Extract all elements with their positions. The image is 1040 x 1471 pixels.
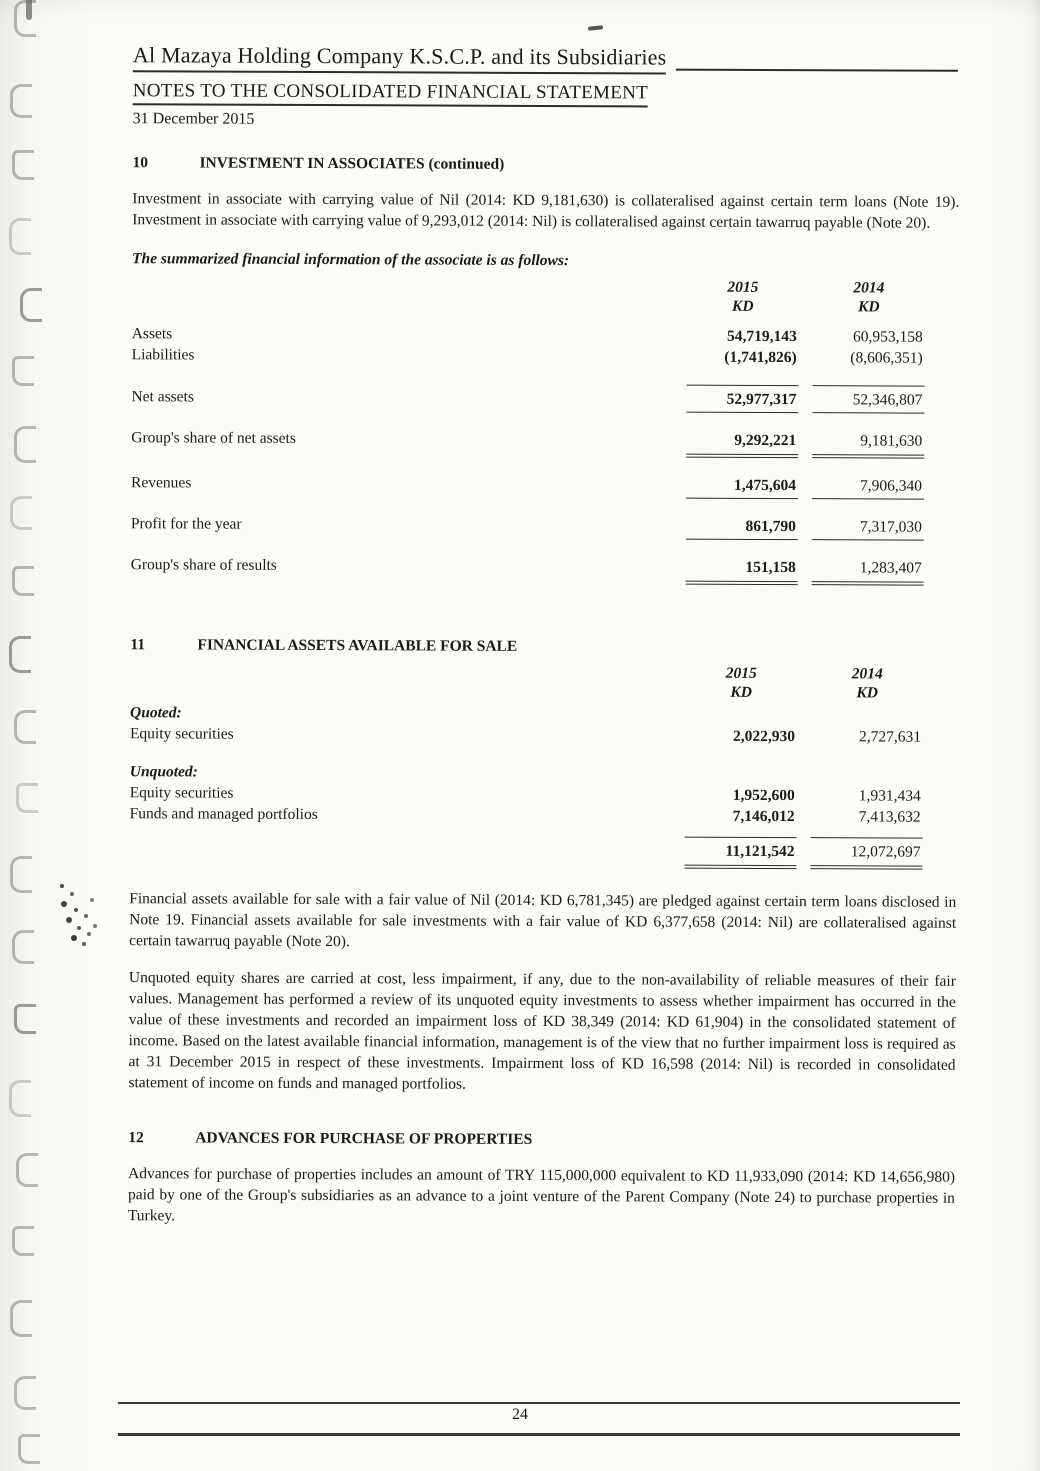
binder-mark <box>14 1376 36 1410</box>
note12-paragraph: Advances for purchase of properties includes an amount of TRY 115,000,000 equivalent to KD 11,933,090 (2014: KD 14,656,980) paid by one of the Group's subsidiaries as an advance to a joint venture of the Parent Company (Note 24) to purchase properties in Turkey. <box>127 1165 956 1225</box>
value-2014: 12,072,697 <box>810 837 922 869</box>
note10-table <box>131 275 959 586</box>
value-2014: 2,727,631 <box>858 728 922 746</box>
row-label: Group's share of results <box>130 556 277 574</box>
column-2015-unit: KD <box>732 297 754 315</box>
value-2015: 7,146,012 <box>732 807 795 826</box>
note12-title: ADVANCES FOR PURCHASE OF PROPERTIES <box>195 1129 533 1148</box>
row-label: Revenues <box>131 474 192 492</box>
row-label: Equity securities <box>129 784 234 802</box>
value-2015: 2,022,930 <box>732 727 796 746</box>
binder-mark <box>16 1153 38 1187</box>
note11-title: FINANCIAL ASSETS AVAILABLE FOR SALE <box>197 636 518 655</box>
value-2015: (1,741,826) <box>724 348 797 367</box>
company-name: Al Mazaya Holding Company K.S.C.P. and its Subsidiaries <box>133 42 667 74</box>
column-2014-unit: KD <box>856 684 878 702</box>
binder-mark <box>12 1226 34 1256</box>
note10-number: 10 <box>132 154 149 172</box>
table-row-revenues <box>131 472 958 500</box>
note10-table-intro: The summarized financial information of the associate is as follows: <box>132 250 570 270</box>
note10-title: INVESTMENT IN ASSOCIATES (continued) <box>199 154 505 173</box>
binder-mark <box>12 566 34 596</box>
value-2014: 7,317,030 <box>812 516 924 540</box>
binder-mark <box>12 150 34 180</box>
value-2015: 52,977,317 <box>686 385 798 413</box>
value-2014: 60,953,158 <box>852 328 923 346</box>
note10-column-headers <box>132 275 959 317</box>
note12-number: 12 <box>128 1129 144 1147</box>
table-row-quoted-equity <box>130 723 957 748</box>
table-row-funds-portfolios <box>130 803 957 828</box>
row-label-empty <box>129 853 684 855</box>
scan-artifact <box>26 0 32 20</box>
binder-mark <box>18 1434 40 1464</box>
note11-number: 11 <box>130 636 146 654</box>
page-content <box>128 42 960 1230</box>
table-row-profit <box>131 513 958 541</box>
note10-paragraph: Investment in associate with carrying value of Nil (2014: KD 9,181,630) is collateralised against certain term loans (Note 19). Investment in associate with carrying value of 9,293,012 (2014: Nil) is collateralised against certain tawarruq payable (Note 20). <box>132 190 960 232</box>
column-2014-label: 2014 <box>851 665 883 683</box>
value-2014: 7,906,340 <box>812 475 924 499</box>
document-title: NOTES TO THE CONSOLIDATED FINANCIAL STATEMENT <box>133 80 648 107</box>
value-2015: 11,121,542 <box>684 837 796 869</box>
value-2015: 54,719,143 <box>726 327 797 346</box>
note11-table <box>129 661 957 870</box>
column-2015-label: 2015 <box>727 278 759 296</box>
binder-mark <box>20 288 42 322</box>
scan-smudge <box>60 884 64 888</box>
company-header <box>133 42 960 76</box>
row-label: Net assets <box>131 388 194 406</box>
binder-mark <box>10 496 32 530</box>
column-2015-unit: KD <box>730 683 752 701</box>
binder-mark <box>9 636 31 673</box>
note11-heading <box>130 636 957 658</box>
value-2015: 1,475,604 <box>686 475 798 499</box>
document-date: 31 December 2015 <box>132 110 255 128</box>
value-2015: 151,158 <box>686 557 798 585</box>
binder-mark <box>14 1004 36 1034</box>
note12-heading <box>128 1129 955 1151</box>
binder-mark <box>10 856 32 893</box>
binder-mark <box>10 1300 32 1337</box>
table-row-group-share-results <box>131 554 958 586</box>
binder-mark <box>9 218 31 255</box>
column-2014-unit: KD <box>858 298 880 316</box>
value-2015: 9,292,221 <box>686 430 798 458</box>
binder-mark <box>14 426 36 463</box>
note11-column-headers <box>130 661 957 703</box>
footer-rule-bottom <box>118 1433 960 1436</box>
note10-heading <box>132 154 959 176</box>
row-label: Assets <box>131 325 173 343</box>
note11-paragraph-1: Financial assets available for sale with a fair value of Nil (2014: KD 6,781,345) are pledged against certain term loans disclosed in Note 19. Financial assets available for sale investments with a fair value of KD 6,377,658 (2014: Nil) are collateralised against certain tawarruq payable (Note 20). <box>129 890 957 951</box>
table-row-net-assets <box>131 382 958 414</box>
value-2014: 1,931,434 <box>858 787 921 805</box>
column-2014-label: 2014 <box>853 279 885 297</box>
value-2014: (8,606,351) <box>850 349 923 367</box>
binder-mark <box>14 0 36 37</box>
footer-rule-top <box>118 1402 960 1404</box>
binder-mark <box>12 356 34 386</box>
quoted-label: Quoted: <box>130 704 182 722</box>
value-2014: 9,181,630 <box>812 430 924 458</box>
row-label: Liabilities <box>131 346 195 364</box>
value-2014: 52,346,807 <box>812 385 924 413</box>
binder-mark <box>9 1080 31 1117</box>
row-label: Group's share of net assets <box>131 429 296 447</box>
value-2015: 1,952,600 <box>732 786 795 805</box>
row-label: Equity securities <box>129 725 234 743</box>
column-2015-label: 2015 <box>725 664 757 682</box>
binder-mark <box>10 84 32 118</box>
unquoted-label: Unquoted: <box>129 763 198 781</box>
binder-mark <box>12 930 34 964</box>
table-row-total <box>129 834 956 870</box>
binder-mark <box>14 710 36 744</box>
table-row-liabilities <box>132 344 959 369</box>
row-label: Funds and managed portfolios <box>129 805 318 824</box>
row-label: Profit for the year <box>130 515 242 533</box>
value-2014: 7,413,632 <box>858 808 921 826</box>
value-2014: 1,283,407 <box>812 557 924 585</box>
binder-mark <box>16 783 38 813</box>
note11-paragraph-2: Unquoted equity shares are carried at cost, less impairment, if any, due to the non-availability of reliable measures of their fair values. Management has performed a review of its unquoted equity investments to assess whether impairment has occurred in the value of these investments and recorded an impairment loss of KD 38,349 (2014: KD 61,904) in the consolidated statement of income. Based on the latest available financial information, management is of the view that no further impairment loss is required as at 31 December 2015 in respect of these investments. Impairment loss of KD 16,598 (2014: Nil) is recorded in consolidated statement of income on funds and managed portfolios. <box>128 969 956 1093</box>
page-number: 24 <box>512 1406 528 1423</box>
table-row-group-share-net-assets <box>131 427 958 459</box>
value-2015: 861,790 <box>686 516 798 540</box>
